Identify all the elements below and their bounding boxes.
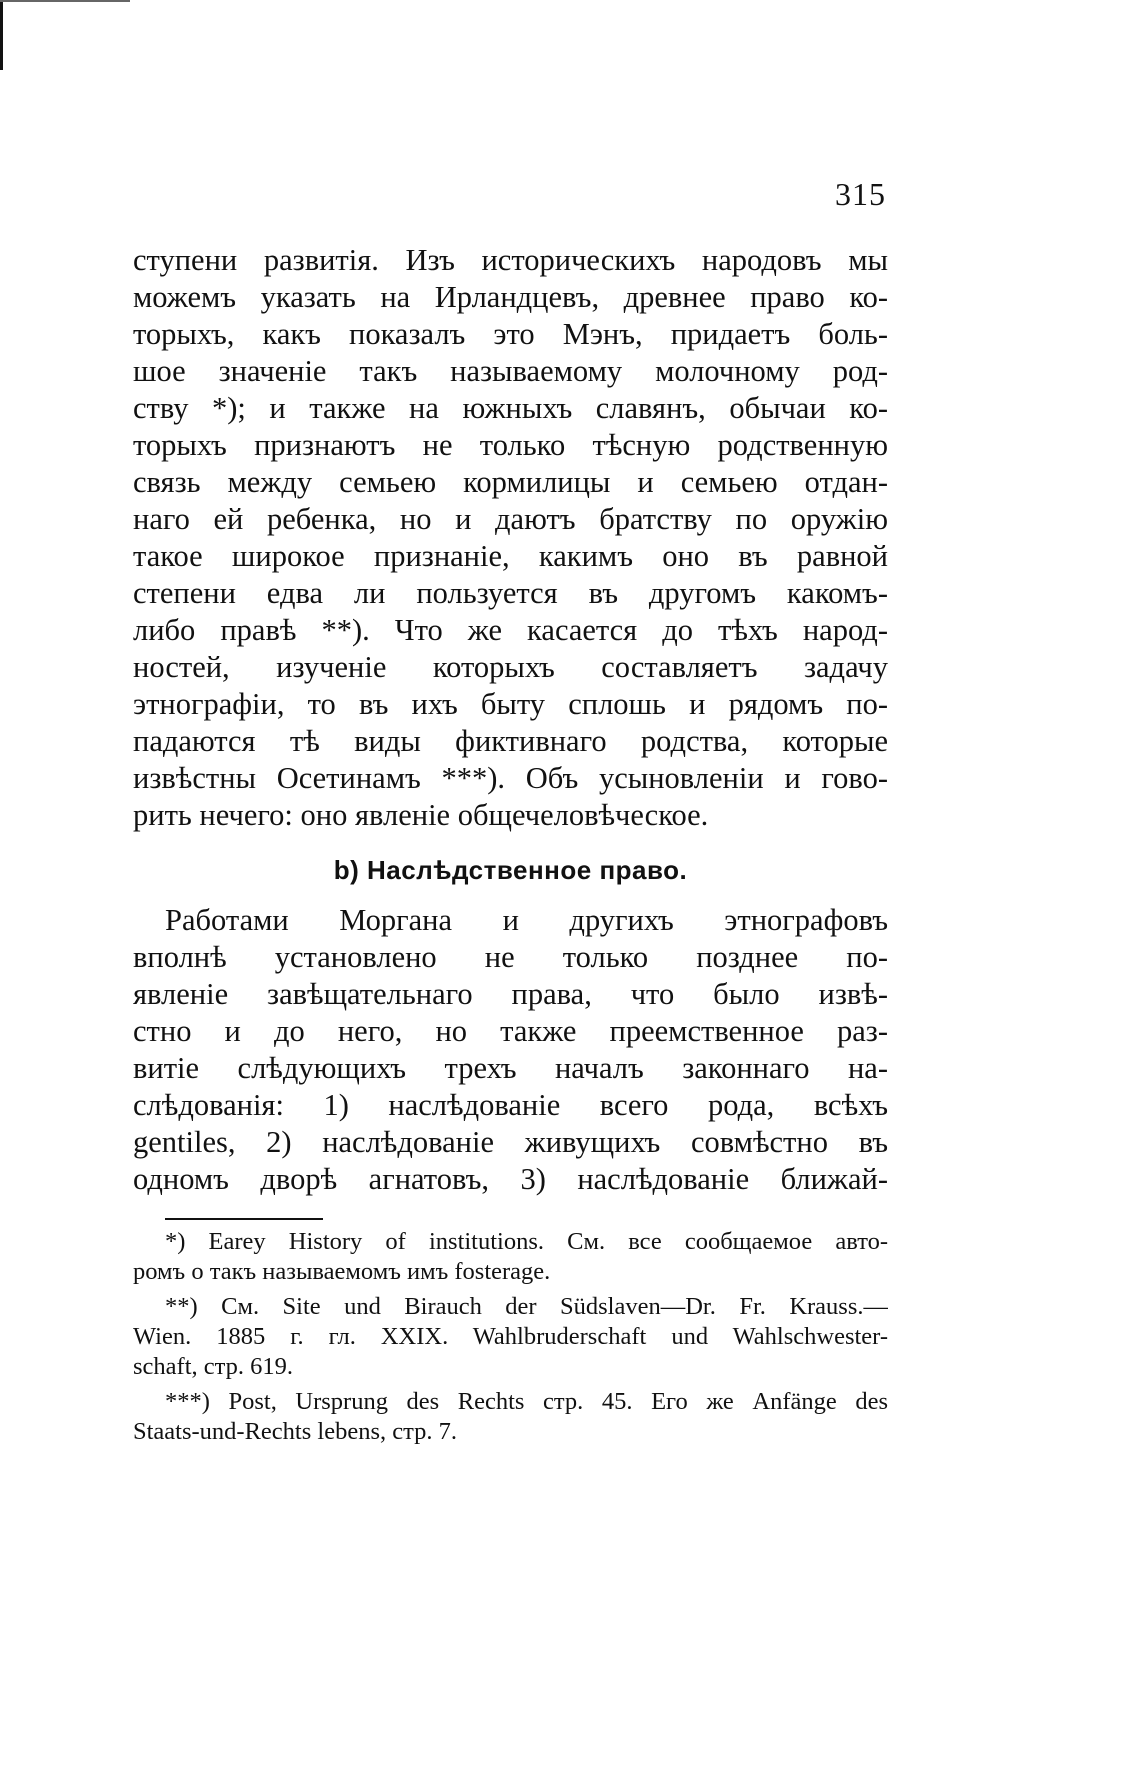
- text-line: ству *); и также на южныхъ славянъ, обычаи ко-: [133, 391, 888, 425]
- text-line: наго ей ребенка, но и даютъ братству по оружію: [133, 502, 888, 536]
- text-line: ностей, изученіе которыхъ составляетъ задачу: [133, 650, 888, 684]
- text-line: рить нечего: оно явленіе общечеловѣческое.: [133, 798, 709, 832]
- text-line: падаются тѣ виды фиктивнаго родства, которые: [133, 724, 888, 758]
- text-line: шое значеніе такъ называемому молочному род-: [133, 354, 888, 388]
- footnote-line: schaft, стр. 619.: [133, 1353, 294, 1380]
- text-line: можемъ указать на Ирландцевъ, древнее право ко-: [133, 280, 888, 314]
- footnote-line: Staats-und-Rechts lebens, стр. 7.: [133, 1418, 457, 1445]
- top-edge-rule: [0, 0, 130, 2]
- footnote-1: [133, 1227, 888, 1287]
- text-line: этнографіи, то въ ихъ быту сплошь и рядомъ по-: [133, 687, 888, 721]
- text-line: витіе слѣдующихъ трехъ началъ законнаго на-: [133, 1051, 888, 1085]
- text-line: одномъ дворѣ агнатовъ, 3) наслѣдованіе ближай-: [133, 1162, 888, 1196]
- text-line: такое широкое признаніе, какимъ оно въ равной: [133, 539, 888, 573]
- text-line: слѣдованія: 1) наслѣдованіе всего рода, всѣхъ: [133, 1088, 888, 1122]
- page-number: 315: [835, 176, 886, 212]
- footnote-line: ***) Post, Ursprung des Rechts стр. 45. Его же Anfänge des: [165, 1388, 888, 1415]
- footnote-3: [133, 1387, 888, 1447]
- text-line: Работами Моргана и другихъ этнографовъ: [165, 903, 888, 937]
- footnote-line: *) Earey History of institutions. См. все сообщаемое авто-: [165, 1228, 888, 1255]
- footnotes: [133, 1227, 888, 1447]
- paragraph-continued: [133, 242, 888, 834]
- text-line: стно и до него, но также преемственное раз-: [133, 1014, 888, 1048]
- footnote-line: Wien. 1885 г. гл. XXIX. Wahlbruderschaft und Wahlschwester-: [133, 1323, 888, 1350]
- text-line: gentiles, 2) наслѣдованіе живущихъ совмѣстно въ: [133, 1125, 888, 1159]
- text-line: либо правѣ **). Что же касается до тѣхъ народ-: [133, 613, 888, 647]
- text-line: явленіе завѣщательнаго права, что было извѣ-: [133, 977, 888, 1011]
- text-line: извѣстны Осетинамъ ***). Объ усыновленіи и гово-: [133, 761, 888, 795]
- page-edge-mark: [0, 0, 3, 70]
- text-line: вполнѣ установлено не только позднее по-: [133, 940, 888, 974]
- text-line: торыхъ признаютъ не только тѣсную родственную: [133, 428, 888, 462]
- text-line: торыхъ, какъ показалъ это Мэнъ, придаетъ боль-: [133, 317, 888, 351]
- text-line: связь между семьею кормилицы и семьею отдан-: [133, 465, 888, 499]
- footnote-line: ромъ о такъ называемомъ имъ fosterage.: [133, 1258, 551, 1285]
- text-line: степени едва ли пользуется въ другомъ какомъ-: [133, 576, 888, 610]
- footnote-line: **) См. Site und Birauch der Südslaven—Dr. Fr. Krauss.—: [165, 1293, 888, 1320]
- footnote-divider: [165, 1218, 323, 1220]
- footnote-2: [133, 1292, 888, 1382]
- paragraph-inheritance: [133, 902, 888, 1198]
- text-line: ступени развитія. Изъ историческихъ народовъ мы: [133, 243, 888, 277]
- section-heading: b) Наслѣдственное право.: [333, 855, 688, 885]
